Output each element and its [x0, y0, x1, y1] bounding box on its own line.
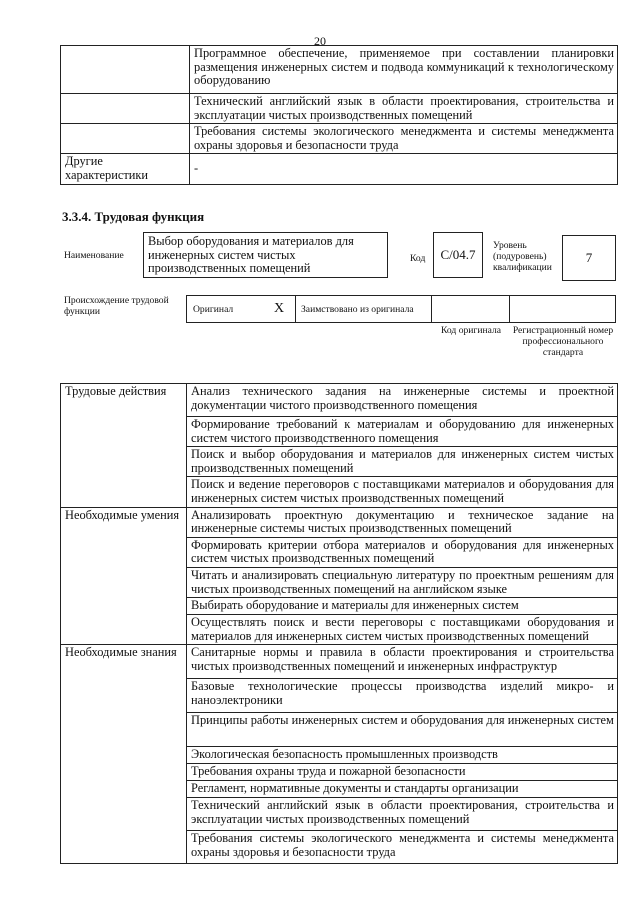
knowledge-item: Технический английский язык в области проектирования, строительства и эксплуатации чистых производственных помещений [187, 798, 618, 831]
original-label: Оригинал [193, 304, 234, 315]
skill-item: Анализировать проектную документацию и техническое задание на инженерные системы чистых производственных помещений [187, 507, 618, 537]
name-label: Наименование [64, 250, 124, 261]
other-characteristics-label: Другие характеристики [61, 154, 190, 184]
level-label: Уровень (подуровень) квалификации [493, 240, 552, 273]
level-box [562, 235, 616, 281]
required-knowledge-label: Необходимые знания [61, 645, 187, 864]
top-table-row: Требования системы экологического менеджмента и системы менеджмента охраны здоровья и безопасности труда [190, 124, 618, 154]
labor-action-item: Поиск и выбор оборудования и материалов для инженерных систем чистых производственных помещений [187, 447, 618, 477]
knowledge-item: Регламент, нормативные документы и стандарты организации [187, 781, 618, 798]
top-table-row: Программное обеспечение, применяемое при составлении планировки размещения инженерных систем и подвода коммуникаций к технологическому оборудованию [190, 46, 618, 94]
function-name-value: Выбор оборудования и материалов для инженерных систем чистых производственных помещений [148, 234, 354, 276]
knowledge-item: Экологическая безопасность промышленных производств [187, 747, 618, 764]
function-name-box [143, 232, 388, 278]
knowledge-item: Требования охраны труда и пожарной безопасности [187, 764, 618, 781]
skill-item: Осуществлять поиск и вести переговоры с поставщиками оборудования и материалов для инженерных систем чистых производственных помещений [187, 615, 618, 645]
reg-number-caption: Регистрационный номер профессионального стандарта [512, 325, 614, 358]
code-label: Код [410, 253, 426, 264]
code-value: C/04.7 [440, 247, 476, 262]
level-value: 7 [585, 250, 593, 265]
knowledge-item: Санитарные нормы и правила в области проектирования и строительства чистых производственных помещений и инженерных инфраструктур [187, 645, 618, 679]
code-origin-caption: Код оригинала [440, 325, 502, 336]
other-characteristics-value: - [190, 154, 618, 184]
section-title: 3.3.4. Трудовая функция [62, 209, 205, 224]
labor-action-item: Поиск и ведение переговоров с поставщиками материалов и оборудования для инженерных систем чистых производственных помещений [187, 477, 618, 507]
page-number: 20 [314, 34, 326, 48]
labor-action-item: Анализ технического задания на инженерные системы и проектной документации чистого производственного помещения [187, 384, 618, 417]
function-details-table [60, 383, 618, 864]
labor-actions-label: Трудовые действия [61, 384, 187, 508]
knowledge-item: Требования системы экологического менеджмента и системы менеджмента охраны здоровья и безопасности труда [187, 831, 618, 864]
knowledge-item: Базовые технологические процессы производства изделий микро- и наноэлектроники [187, 679, 618, 713]
origin-label: Происхождение трудовой функции [64, 295, 169, 317]
knowledge-item: Принципы работы инженерных систем и оборудования для инженерных систем [187, 713, 618, 747]
origin-row [186, 295, 616, 323]
top-table-row: Технический английский язык в области проектирования, строительства и эксплуатации чистых производственных помещений [190, 94, 618, 124]
original-mark: X [274, 301, 285, 316]
skill-item: Читать и анализировать специальную литературу по проектным решениям для чистых производственных помещений на английском языке [187, 567, 618, 597]
code-box [433, 232, 483, 278]
skill-item: Формировать критерии отбора материалов и оборудования для инженерных систем чистых производственных помещений [187, 537, 618, 567]
skill-item: Выбирать оборудование и материалы для инженерных систем [187, 598, 618, 615]
required-skills-label: Необходимые умения [61, 507, 187, 645]
labor-action-item: Формирование требований к материалам и оборудованию для инженерных систем чистого производственного помещения [187, 417, 618, 447]
top-table [60, 45, 618, 185]
borrowed-label: Заимствовано из оригинала [301, 304, 414, 315]
